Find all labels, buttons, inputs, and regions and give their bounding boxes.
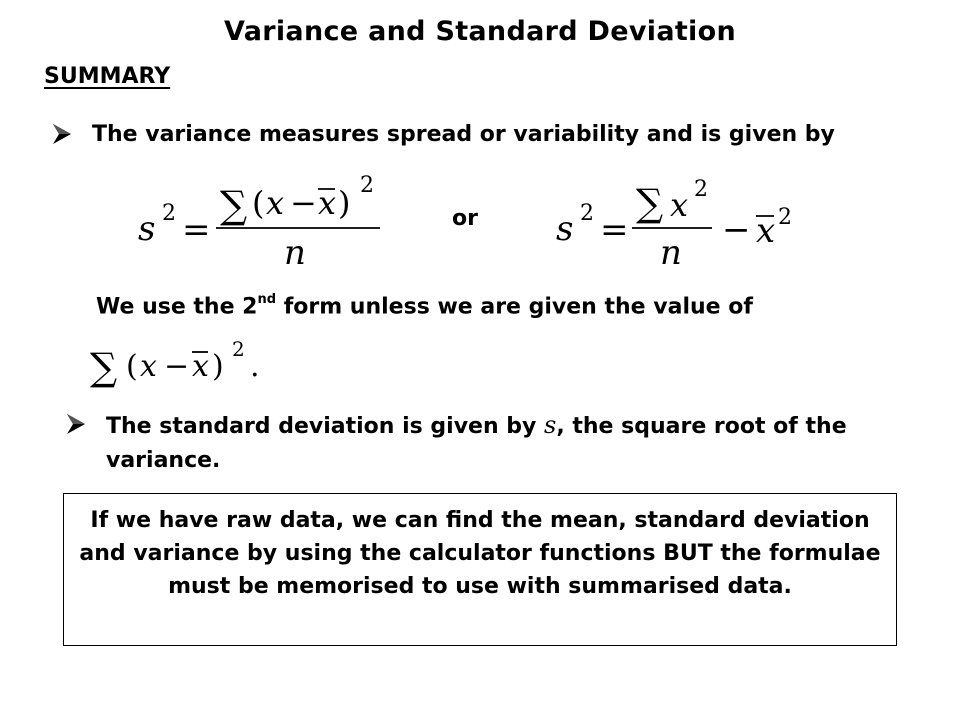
page-title: Variance and Standard Deviation (224, 16, 736, 47)
formula1-denominator: n (284, 233, 306, 273)
formula2-minus: − (722, 210, 751, 250)
formula1-close-paren: ) (338, 184, 351, 222)
second-form-note-part2: form unless we are given the value of (276, 294, 753, 320)
formula2-lhs-base: s (556, 209, 574, 249)
bullet2-symbol: s (544, 411, 557, 439)
bullet2-part1: The standard deviation is given by (106, 414, 545, 439)
or-label: or (452, 206, 478, 231)
formula1-exponent: 2 (360, 173, 374, 198)
formula2-sigma: ∑ (636, 181, 664, 225)
arrowhead-bullet-icon (64, 412, 88, 436)
formula1-lhs-exponent: 2 (162, 201, 176, 226)
sum-of-squares-expression (88, 330, 288, 390)
formula3-open-paren: ( (126, 349, 138, 384)
note-box-text: If we have raw data, we can find the mean, standard deviation and variance by using the calculator functions BUT the formulae must be memorised to use with summarised data. (79, 508, 881, 599)
formula2-exponent: 2 (694, 177, 708, 202)
formula3-close-paren: ) (212, 349, 224, 384)
formula1-open-paren: ( (252, 184, 265, 222)
formula3-x: x (140, 349, 157, 384)
formula1-equals: = (182, 210, 211, 250)
bullet-variance (50, 118, 910, 152)
formula2-lhs-exponent: 2 (580, 201, 594, 226)
formula1-xbar: x (318, 184, 337, 222)
formula3-exponent: 2 (232, 337, 245, 361)
formula3-minus: − (164, 349, 190, 384)
bullet-variance-text: The variance measures spread or variability and is given by (92, 122, 835, 147)
variance-formula-computational (548, 170, 808, 273)
formula3-period: . (250, 349, 260, 384)
bullet-standard-deviation-text (106, 408, 884, 478)
bullet-standard-deviation (64, 408, 884, 478)
formula2-denominator: n (660, 233, 682, 273)
arrowhead-bullet-icon (50, 122, 74, 146)
formula3-sigma: ∑ (90, 345, 118, 389)
second-form-note-sup: nd (257, 292, 277, 307)
formula3-xbar: x (192, 349, 209, 384)
variance-formula-definitional (130, 170, 400, 273)
formula1-minus: − (290, 184, 317, 222)
formula1-sigma: ∑ (220, 183, 248, 227)
formula2-equals: = (600, 210, 629, 250)
second-form-note-part1: We use the 2 (96, 294, 258, 320)
formula2-xbar-exponent: 2 (778, 205, 792, 230)
note-box (63, 493, 897, 646)
second-form-note (96, 294, 753, 319)
formula2-x: x (670, 186, 689, 224)
bullet2-part2: , the square root of the variance. (106, 414, 847, 473)
formula2-xbar: x (756, 211, 776, 251)
formula1-x: x (266, 184, 285, 222)
formula1-lhs-base: s (138, 209, 156, 249)
summary-heading: SUMMARY (44, 64, 171, 89)
